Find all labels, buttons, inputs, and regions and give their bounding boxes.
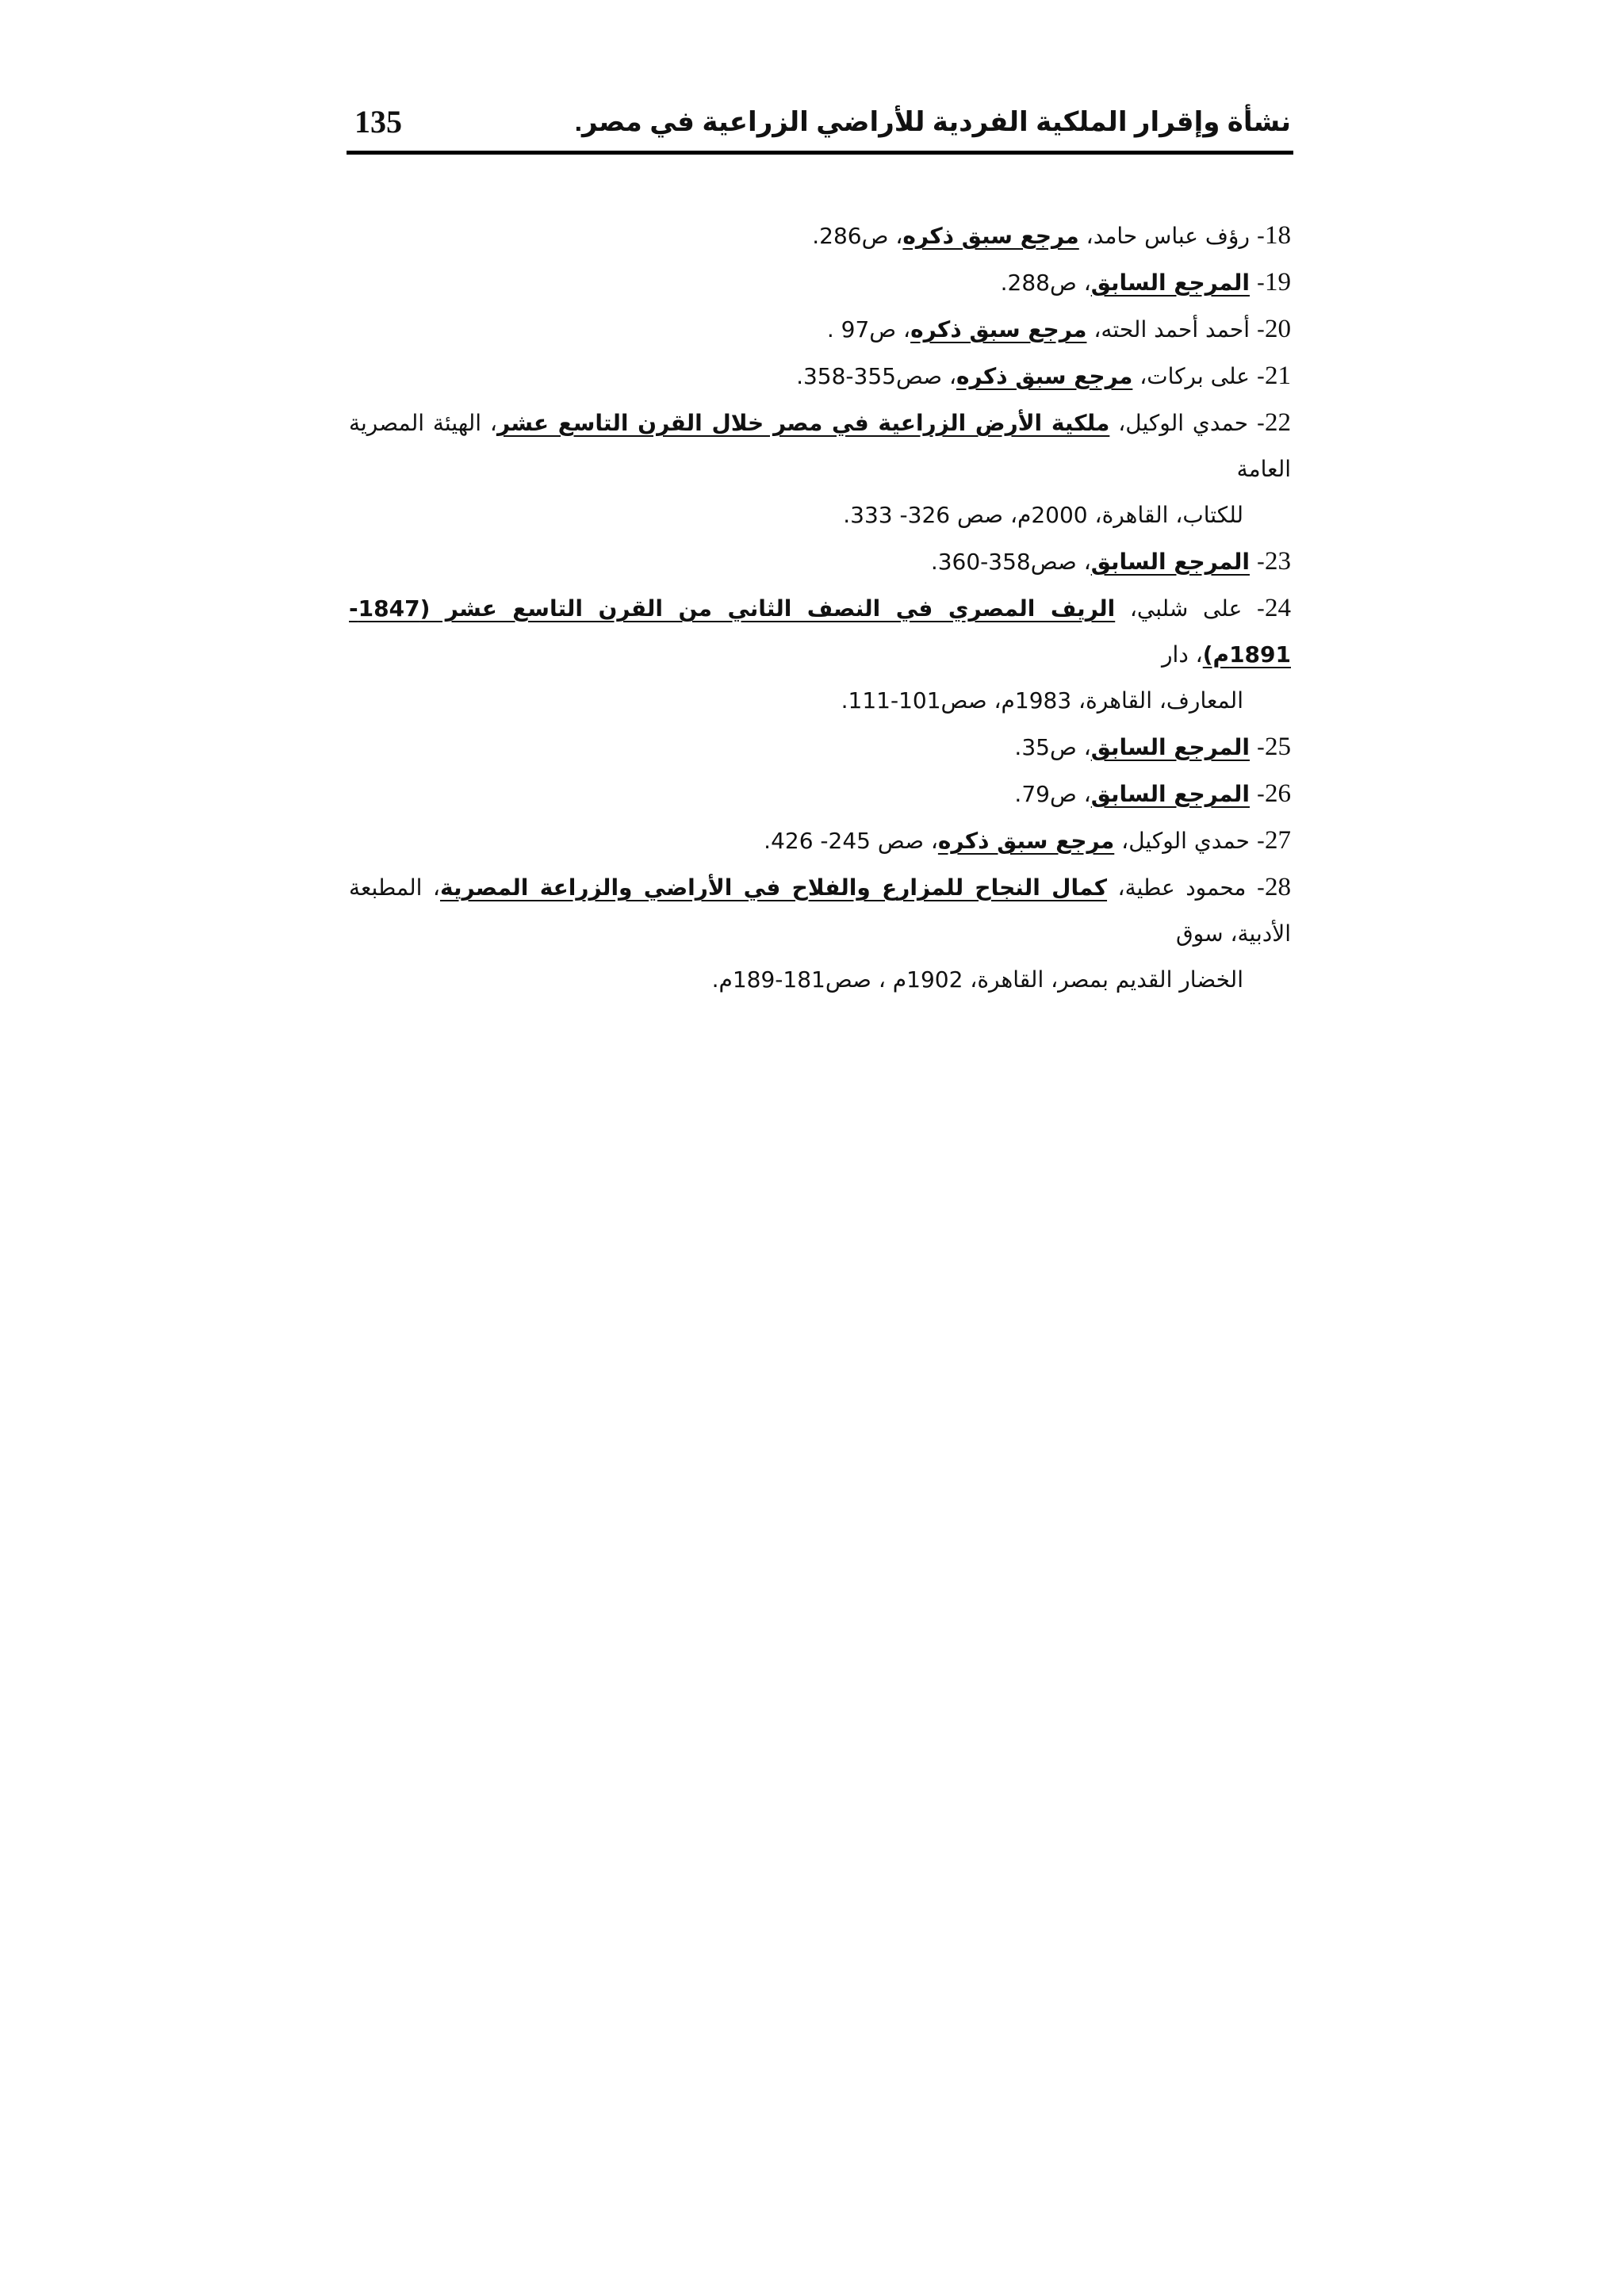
footnote-continuation: الخضار القديم بمصر، القاهرة، 1902م ، صص181-189م. <box>711 966 1243 993</box>
footnote-item <box>349 771 1291 817</box>
footnote-number: 27 <box>1265 826 1291 855</box>
footnote-line: 25- المرجع السابق، ص35. <box>1014 733 1291 761</box>
footnote-reference-title: المرجع السابق <box>1090 734 1250 760</box>
footnote-number: 18 <box>1265 221 1291 250</box>
footnote-number: 22 <box>1265 408 1291 437</box>
footnote-details: ، دار <box>1162 641 1203 668</box>
footnote-reference-title: المرجع السابق <box>1090 781 1250 807</box>
footnote-author: حمدي الوكيل، <box>1109 410 1249 436</box>
footnote-item <box>349 259 1291 306</box>
footnote-continuation: للكتاب، القاهرة، 2000م، صص 326- 333. <box>843 502 1243 528</box>
footnote-line: 26- المرجع السابق، ص79. <box>1014 779 1291 808</box>
footnote-details: ، صص 245- 426. <box>764 828 938 854</box>
footnote-continuation: المعارف، القاهرة، 1983م، صص101-111. <box>841 687 1243 714</box>
footnote-number: 20 <box>1265 315 1291 343</box>
footnote-details: ، الهيئة المصرية العامة <box>349 410 1291 482</box>
footnote-details: ، ص35. <box>1014 734 1091 760</box>
footnote-reference-title: مرجع سبق ذكره <box>937 828 1115 854</box>
footnote-line: 21- على بركات، مرجع سبق ذكره، صص355-358. <box>796 362 1291 390</box>
running-title: نشأة وإقرار الملكية الفردية للأراضي الزراعية في مصر. <box>574 107 1291 137</box>
footnote-line: 20- أحمد أحمد الحته، مرجع سبق ذكره، ص97 . <box>826 315 1291 343</box>
footnote-number: 19 <box>1265 268 1291 297</box>
footnote-item <box>349 400 1291 538</box>
footnote-line: 24- على شلبي، الريف المصري في النصف الثاني من القرن التاسع عشر (1847-1891م)، دار <box>349 594 1291 668</box>
footnote-details: ، ص288. <box>1000 270 1091 296</box>
footnote-line: 23- المرجع السابق، صص358-360. <box>930 547 1291 576</box>
footnote-number: 25 <box>1265 733 1291 761</box>
footnote-item <box>349 538 1291 585</box>
footnote-reference-title: مرجع سبق ذكره <box>902 223 1079 249</box>
footnote-details: ، ص97 . <box>826 316 911 342</box>
footnote-reference-title: ملكية الأرض الزراعية في مصر خلال القرن التاسع عشر <box>496 410 1110 436</box>
footnotes-list <box>349 212 1291 1003</box>
footnote-reference-title: الريف المصري في النصف الثاني من القرن التاسع عشر (1847-1891م) <box>349 595 1291 668</box>
footnote-item <box>349 585 1291 724</box>
footnote-author: حمدي الوكيل، <box>1114 828 1250 854</box>
footnote-details: ، ص79. <box>1014 781 1091 807</box>
footnote-line: 18- رؤف عباس حامد، مرجع سبق ذكره، ص286. <box>812 221 1291 250</box>
footnote-line: 27- حمدي الوكيل، مرجع سبق ذكره، صص 245- 426. <box>764 826 1291 855</box>
footnote-author: محمود عطية، <box>1107 874 1247 901</box>
header-rule <box>347 151 1293 155</box>
footnote-author: على شلبي، <box>1115 595 1243 622</box>
footnote-reference-title: المرجع السابق <box>1090 549 1250 575</box>
footnote-details: ، صص355-358. <box>796 363 956 389</box>
page-number: 135 <box>354 104 402 140</box>
footnote-item <box>349 817 1291 864</box>
footnote-number: 26 <box>1265 779 1291 808</box>
footnote-item <box>349 212 1291 259</box>
footnote-item <box>349 353 1291 400</box>
footnote-number: 23 <box>1265 547 1291 576</box>
footnote-reference-title: المرجع السابق <box>1090 270 1250 296</box>
footnote-author: على بركات، <box>1132 363 1250 389</box>
footnote-item <box>349 724 1291 771</box>
footnote-line: 22- حمدي الوكيل، ملكية الأرض الزراعية في مصر خلال القرن التاسع عشر، الهيئة المصرية العامة <box>349 408 1291 482</box>
footnote-number: 28 <box>1265 873 1291 901</box>
footnote-reference-title: مرجع سبق ذكره <box>956 363 1133 389</box>
footnote-line: 19- المرجع السابق، ص288. <box>1000 268 1291 297</box>
footnote-number: 21 <box>1265 362 1291 390</box>
footnote-reference-title: مرجع سبق ذكره <box>910 316 1087 342</box>
footnote-item <box>349 864 1291 1003</box>
footnote-author: رؤف عباس حامد، <box>1078 223 1250 249</box>
footnote-item <box>349 306 1291 353</box>
footnote-author: أحمد أحمد الحته، <box>1086 316 1250 342</box>
footnote-number: 24 <box>1265 594 1291 622</box>
footnote-details: ، صص358-360. <box>930 549 1091 575</box>
footnote-details: ، ص286. <box>812 223 903 249</box>
footnote-line: 28- محمود عطية، كمال النجاح للمزارع والفلاح في الأراضي والزراعة المصرية، المطبعة الأدبية، سوق <box>349 873 1291 947</box>
footnote-reference-title: كمال النجاح للمزارع والفلاح في الأراضي والزراعة المصرية <box>439 874 1108 901</box>
footnote-details: ، المطبعة الأدبية، سوق <box>349 874 1291 947</box>
